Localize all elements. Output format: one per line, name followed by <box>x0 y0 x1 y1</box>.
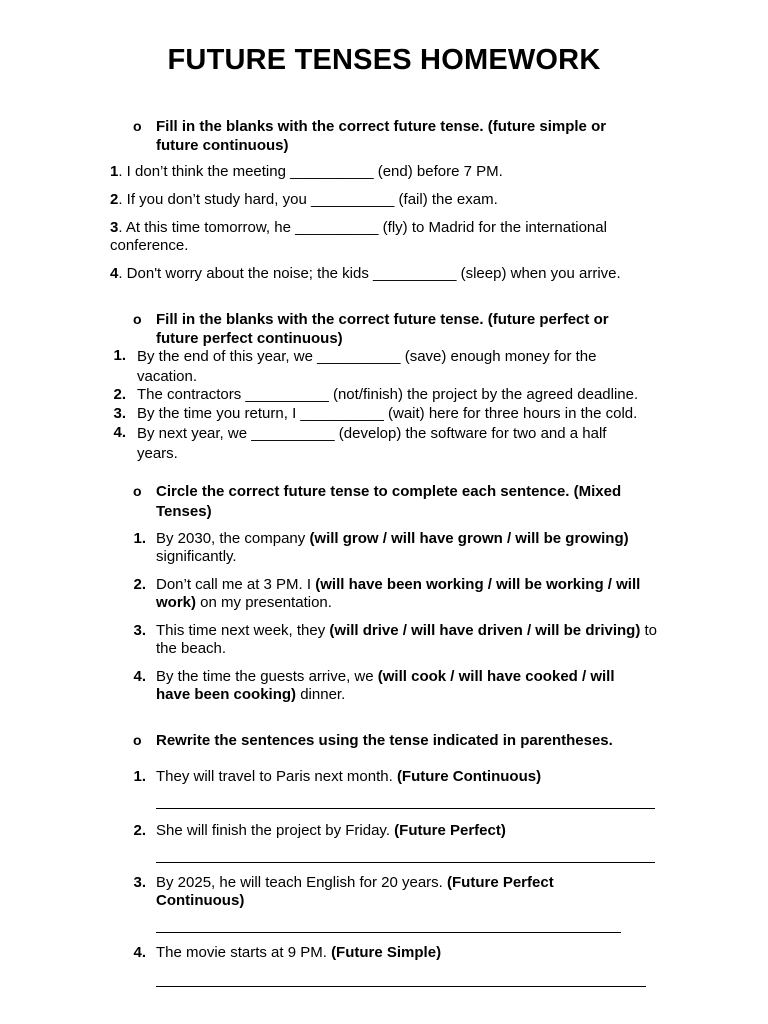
bullet-marker: o <box>133 118 142 134</box>
answer-line[interactable] <box>156 932 621 933</box>
bullet-marker: o <box>133 311 142 327</box>
item-number: 1. <box>133 530 146 547</box>
section3-item-4: By the time the guests arrive, we (will cook / will have cooked / will have been cooking) dinner. <box>156 668 615 703</box>
section3-item-1: By 2030, the company (will grow / will have grown / will be growing) significantly. <box>156 530 629 565</box>
item-number: 4. <box>133 944 146 961</box>
item-number: 2. <box>133 822 146 839</box>
answer-line[interactable] <box>156 808 655 809</box>
answer-line[interactable] <box>156 986 646 987</box>
section3-item-2: Don’t call me at 3 PM. I (will have been working / will be working / will work) on my presentation. <box>156 576 641 611</box>
item-number: 2. <box>133 576 146 593</box>
section4-item-1: They will travel to Paris next month. (Future Continuous) <box>156 768 542 785</box>
section4-item-4: The movie starts at 9 PM. (Future Simple) <box>156 944 442 961</box>
section2-instruction: Fill in the blanks with the correct future tense. (future perfect or future perfect continuous) <box>156 311 609 347</box>
section1-item-4: 4. Don't worry about the noise; the kids __________ (sleep) when you arrive. <box>110 265 621 282</box>
section2-item-1: By the end of this year, we __________ (save) enough money for the vacation. <box>137 348 597 385</box>
item-number: 3. <box>133 874 146 891</box>
item-number: 2. <box>113 386 126 403</box>
section3-instruction: Circle the correct future tense to complete each sentence. (Mixed Tenses) <box>156 483 622 520</box>
bullet-marker: o <box>133 483 142 499</box>
answer-line[interactable] <box>156 862 655 863</box>
section2-item-2: The contractors __________ (not/finish) the project by the agreed deadline. <box>137 386 639 403</box>
section3-item-3: This time next week, they (will drive / will have driven / will be driving) to the beach. <box>156 622 657 657</box>
item-number: 1. <box>133 768 146 785</box>
item-number: 3. <box>133 622 146 639</box>
section2-item-3: By the time you return, I __________ (wait) here for three hours in the cold. <box>137 405 638 422</box>
item-number: 1. <box>113 347 126 364</box>
section1-instruction: Fill in the blanks with the correct future tense. (future simple or future continuous) <box>156 118 607 154</box>
section1-item-1: 1. I don’t think the meeting __________ (end) before 7 PM. <box>110 163 503 180</box>
section1-item-3: 3. At this time tomorrow, he __________ (fly) to Madrid for the international conference. <box>110 219 607 254</box>
section4-instruction: Rewrite the sentences using the tense indicated in parentheses. <box>156 732 613 749</box>
section2-item-4: By next year, we __________ (develop) the software for two and a half years. <box>137 425 607 462</box>
worksheet-title: FUTURE TENSES HOMEWORK <box>167 44 601 76</box>
item-number: 4. <box>113 424 126 441</box>
section4-item-2: She will finish the project by Friday. (Future Perfect) <box>156 822 506 839</box>
bullet-marker: o <box>133 732 142 748</box>
section1-item-2: 2. If you don’t study hard, you __________ (fail) the exam. <box>110 191 498 208</box>
item-number: 4. <box>133 668 146 685</box>
section4-item-3: By 2025, he will teach English for 20 years. (Future Perfect Continuous) <box>156 874 554 909</box>
item-number: 3. <box>113 405 126 422</box>
